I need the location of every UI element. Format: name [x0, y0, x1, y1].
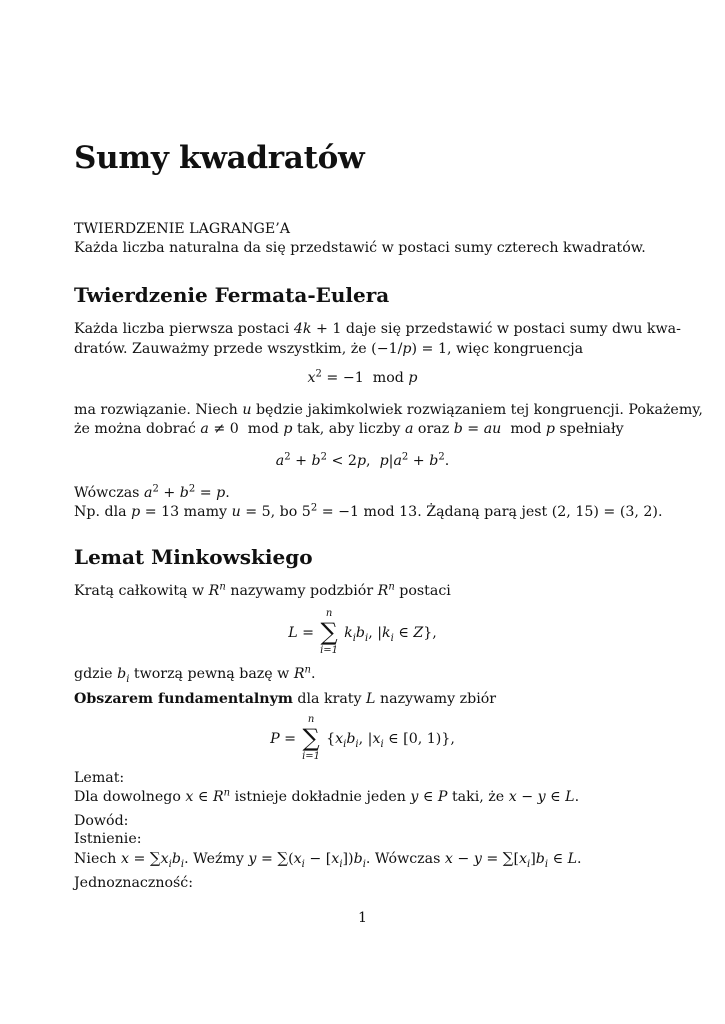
text-span: ma rozwiązanie. Niech: [74, 402, 243, 418]
math-var: u: [242, 402, 252, 418]
text-span: daje się przedstawić w postaci sumy dwu kwa-: [341, 321, 681, 337]
fermat-paragraph-line-1: Każda liczba pierwsza postaci 4k + 1 daje się przedstawić w postaci sumy dwu kwa-: [74, 321, 681, 337]
proof-label: Dowód:: [74, 813, 129, 829]
page-number: 1: [357, 910, 368, 926]
page-title: Sumy kwadratów: [74, 140, 365, 176]
text-span: Dla dowolnego: [74, 789, 186, 805]
section-heading-minkowski: Lemat Minkowskiego: [74, 545, 313, 569]
text-span: nazywamy zbiór: [375, 691, 497, 707]
text-span: będzie jakimkolwiek rozwiązaniem tej kongruencji. Pokażemy,: [251, 402, 703, 418]
text-span: nazywamy podzbiór: [225, 583, 378, 599]
text-span: . Weźmy: [184, 851, 249, 867]
lagrange-text: Każda liczba naturalna da się przedstawić w postaci sumy czterech kwadratów.: [74, 240, 646, 256]
fermat-paragraph2-line-2: że można dobrać a ≠ 0 mod p tak, aby liczby a oraz b = au mod p spełniały: [74, 421, 624, 437]
text-span: istnieje dokładnie jeden: [230, 789, 411, 805]
math-var: L: [366, 691, 376, 707]
fermat-conclusion: Wówczas $a^2 + b^2 = p$.: [74, 483, 230, 501]
bold-term: Obszarem fundamentalnym: [74, 691, 293, 707]
lemma-label: Lemat:: [74, 770, 125, 786]
section-heading-fermat: Twierdzenie Fermata-Eulera: [74, 283, 390, 307]
text-span: Niech: [74, 851, 121, 867]
math-var: a: [404, 421, 414, 437]
text-span: , więc kongruencja: [446, 341, 584, 357]
fundamental-region-def: [74, 690, 496, 709]
text-span: . Wówczas: [365, 851, 445, 867]
text-span: Każda liczba pierwsza postaci: [74, 321, 294, 337]
equation-congruence: $x^2 = -1$ mod p: [307, 368, 418, 386]
text-span: oraz: [413, 421, 454, 437]
sum-symbol: n ∑ i=1: [320, 608, 339, 656]
lemma-statement: Dla dowolnego x ∈ $R^n$ istnieje dokładnie jeden y ∈ P taki, że x − y ∈ L.: [74, 787, 580, 805]
existence-label: Istnienie:: [74, 831, 142, 847]
equation-fundamental: P = n ∑ i=1 {$x_ib_i$, $|x_i$ ∈ [0, 1)},: [270, 714, 455, 762]
equation-lattice: L = n ∑ i=1 $k_ib_i$, $|k_i$ ∈ Z},: [288, 608, 437, 656]
text-span: Kratą całkowitą w: [74, 583, 209, 599]
minkowski-definition: Kratą całkowitą w $R^n$ nazywamy podzbiór $R^n$ postaci: [74, 581, 451, 599]
sum-symbol: n ∑ i=1: [302, 714, 321, 762]
fermat-example: Np. dla p = 13 mamy u = 5, bo $5^2 = -1$ mod 13. Żądaną parą jest (2, 15) = (3, 2).: [74, 502, 663, 520]
minkowski-basis: gdzie $b_i$ tworzą pewną bazę w $R^n$.: [74, 664, 316, 685]
fermat-paragraph-line-2: dratów. Zauważmy przede wszystkim, że (−1/p) = 1, więc kongruencja: [74, 341, 584, 357]
equation-inequality: $a^2 + b^2 < 2p$, $p|a^2 + b^2$.: [275, 451, 450, 469]
text-span: że można dobrać: [74, 421, 201, 437]
lagrange-label: TWIERDZENIE LAGRANGE’A: [74, 221, 290, 237]
fermat-paragraph2-line-1: [74, 401, 703, 420]
text-span: taki, że: [447, 789, 509, 805]
existence-proof: Niech $x = \sum x_ib_i$. Weźmy $y = \sum(x_i - [x_i])b_i$. Wówczas $x - y = \sum[x_i]b_i$ ∈ L.: [74, 849, 582, 870]
text-span: postaci: [394, 583, 451, 599]
uniqueness-label: Jednoznaczność:: [74, 875, 194, 891]
text-span: tworzą pewną bazę w: [129, 666, 294, 682]
text-span: gdzie: [74, 666, 118, 682]
text-span: dla kraty: [292, 691, 367, 707]
text-span: tak, aby liczby: [292, 421, 405, 437]
text-span: spełniały: [555, 421, 624, 437]
text-span: dratów. Zauważmy przede wszystkim, że: [74, 341, 372, 357]
